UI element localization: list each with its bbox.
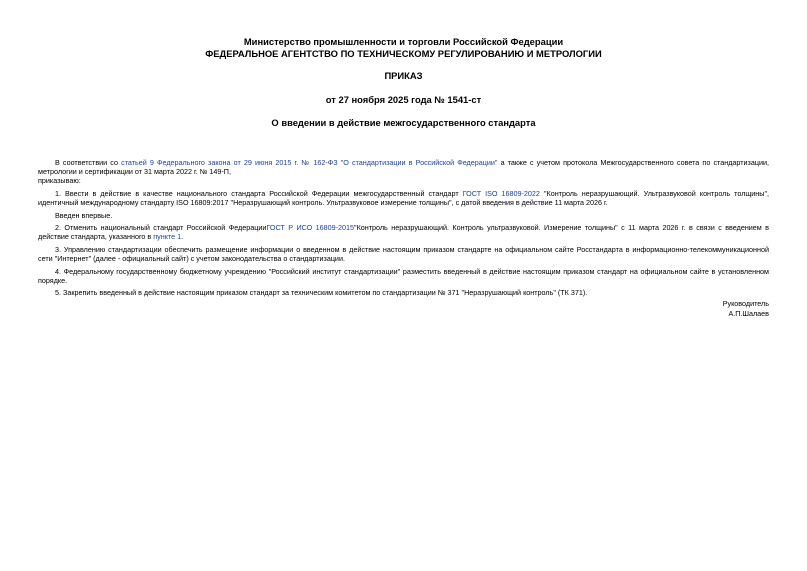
signature-position: Руководитель bbox=[722, 298, 769, 308]
signature-name: А.П.Шалаев bbox=[728, 308, 769, 318]
point-1-link[interactable]: пункте 1 bbox=[153, 232, 182, 242]
document-subject: О введении в действие межгосударственного стандарта bbox=[271, 117, 536, 128]
signature-block bbox=[38, 299, 769, 319]
item-1-suffix: "Контроль неразрушающий. Ультразвуковой контроль толщины", идентичный международному стандарту ISO 16809:2017 "Неразрушающий контроль. Ультразвуковое измерение толщины", с датой введения в действие 11 марта 2026 г. bbox=[38, 188, 769, 208]
gost-iso-16809-2022-link[interactable]: ГОСТ ISO 16809-2022 bbox=[462, 188, 540, 198]
intro-prefix: В соответствии со bbox=[55, 157, 122, 167]
agency-title: ФЕДЕРАЛЬНОЕ АГЕНТСТВО ПО ТЕХНИЧЕСКОМУ РЕГУЛИРОВАНИЮ И МЕТРОЛОГИИ bbox=[205, 47, 602, 59]
item-2-middle: "Контроль неразрушающий. Контроль ультразвуковой. Измерение толщины" с 11 марта 2026 г. в связи с введением в действие стандарта, указанного в bbox=[38, 222, 769, 242]
item-1-prefix: 1. Ввести в действие в качестве национального стандарта Российской Федерации межгосударственный стандарт bbox=[55, 188, 463, 198]
item-4-paragraph: 4. Федеральному государственному бюджетному учреждению "Российский институт стандартизации" разместить введенный в действие настоящим приказом стандарт на официальном сайте в установленном порядке. bbox=[38, 266, 769, 285]
ministry-title: Министерство промышленности и торговли Российской Федерации bbox=[243, 36, 564, 47]
item-3-paragraph: 3. Управлению стандартизации обеспечить размещение информации о введенном в действие настоящим приказом стандарте на официальном сайте Росстандарта в информационно-телекоммуникационной сети "Интернет" (далее - официальный сайт) с учетом законодательства о стандартизации. bbox=[38, 244, 769, 264]
law-article-link[interactable]: статьей 9 Федерального закона от 29 июня 2015 г. № 162-ФЗ "О стандартизации в Российской Федерации" bbox=[121, 157, 498, 167]
first-time-note: Введен впервые. bbox=[55, 210, 113, 220]
item-1-paragraph bbox=[38, 189, 769, 208]
item-2-prefix: 2. Отменить национальный стандарт Российской Федерации bbox=[55, 222, 267, 232]
item-2-paragraph bbox=[38, 223, 769, 242]
order-word: приказываю: bbox=[38, 176, 81, 186]
intro-paragraph bbox=[38, 158, 769, 177]
gost-r-iso-16809-2015-link[interactable]: ГОСТ Р ИСО 16809-2015 bbox=[266, 222, 355, 232]
document-date-number: от 27 ноября 2025 года № 1541-ст bbox=[325, 93, 482, 105]
intro-suffix: а также с учетом протокола Межгосударственного совета по стандартизации, метрологии и сертификации от 31 марта 2022 г. № 149-П, bbox=[38, 157, 769, 176]
document-page bbox=[38, 36, 769, 319]
item-2-suffix: . bbox=[181, 232, 184, 242]
document-type: ПРИКАЗ bbox=[384, 70, 423, 81]
item-5-paragraph: 5. Закрепить введенный в действие настоящим приказом стандарт за техническим комитетом по стандартизации № 371 "Неразрушающий контроль" (ТК 371). bbox=[55, 288, 588, 298]
document-body bbox=[38, 158, 769, 298]
